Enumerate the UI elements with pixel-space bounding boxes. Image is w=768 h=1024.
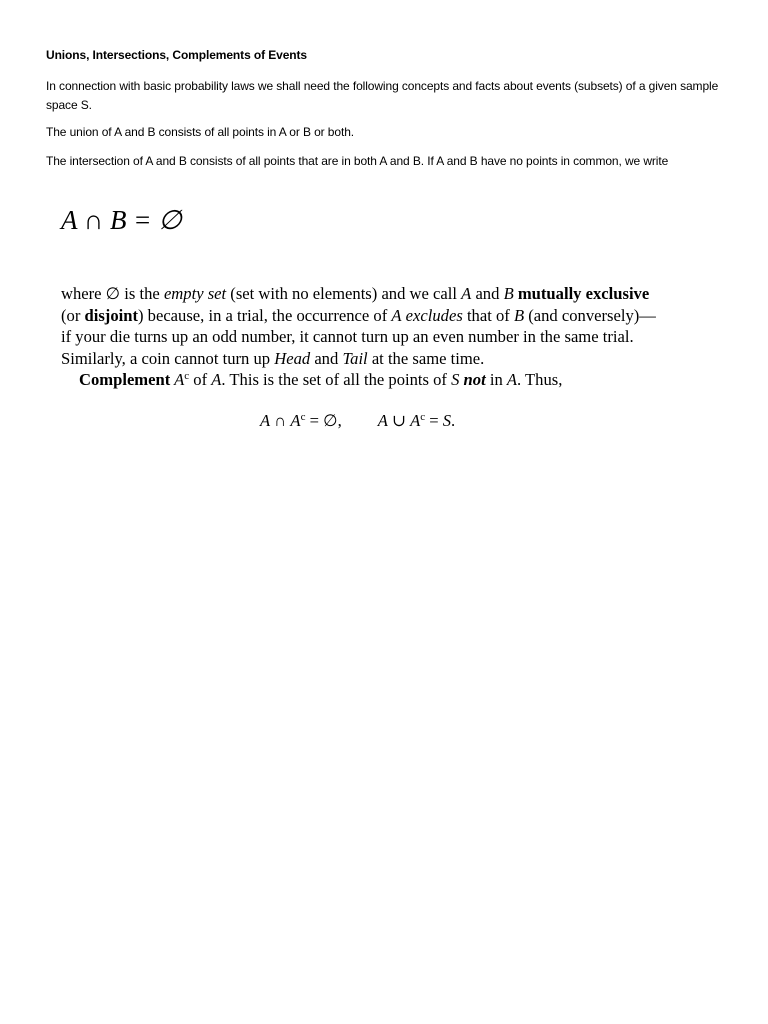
disjoint-equation xyxy=(61,205,182,236)
union-definition: The union of A and B consists of all points in A or B or both. xyxy=(46,125,354,139)
intro-paragraph: In connection with basic probability laws we shall need the following concepts and facts about events (subsets) of a given sample space S. xyxy=(46,79,719,112)
paragraph-line-3: if your die turns up an odd number, it cannot turn up an even number in the same trial. xyxy=(61,327,634,346)
paragraph-line-1: where ∅ is the empty set (set with no elements) and we call A and B mutually exclusive xyxy=(61,284,650,303)
paragraph-line-2: (or disjoint) because, in a trial, the occurrence of A excludes that of B (and conversely)— xyxy=(61,305,656,325)
complement-definition: Complement $A^c$ of A. This is the set of all the points of S not in A. Thus, xyxy=(79,370,563,389)
disjoint-equation-text: A ∩ B = ∅ xyxy=(61,205,182,235)
section-heading: Unions, Intersections, Complements of Events xyxy=(46,48,307,62)
paragraph-line-4: Similarly, a coin cannot turn up Head and Tail at the same time. xyxy=(61,348,485,368)
intersection-definition: The intersection of A and B consists of all points that are in both A and B. If A and B have no points in common, we write xyxy=(46,154,669,168)
complement-intersection-equation: A ∩ $A^c$ = ∅, xyxy=(260,411,342,430)
complement-equations xyxy=(260,411,455,431)
textbook-paragraph xyxy=(61,283,701,391)
complement-union-equation: A ∪ $A^c = S$. xyxy=(377,411,456,430)
